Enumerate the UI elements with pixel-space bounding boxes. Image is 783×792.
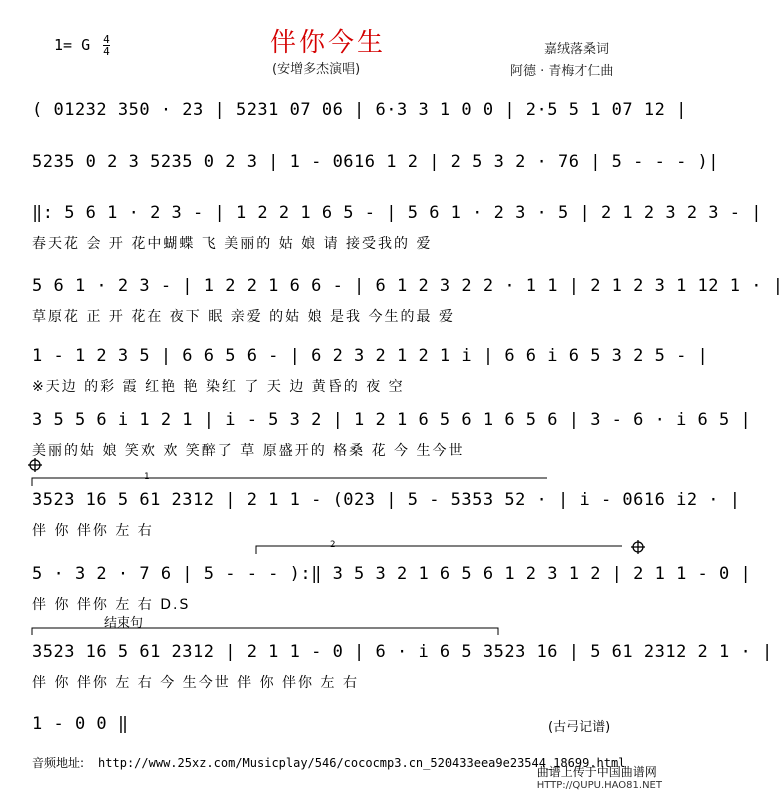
lyrics-line: 美丽的姑 娘 笑欢 欢 笑醉了 草 原盛开的 格桑 花 今 生今世 (32, 443, 465, 459)
notes-line: 5 6 1 · 2 3 - | 1 2 2 1 6 6 - | 6 1 2 3 2 2 · 1 1 | 2 1 2 3 1 12 1 · | (32, 276, 783, 296)
coda-icon (631, 540, 645, 554)
score-row-9 (32, 642, 773, 694)
time-signature-bottom: 4 (103, 45, 110, 58)
lyrics-line: 伴 你 伴你 左 右 D.S (32, 597, 191, 613)
volta-1-label: 1 (144, 472, 150, 482)
notes-line: 5 · 3 2 · 7 6 | 5 - - - ):‖ 3 5 3 2 1 6 5 6 1 2 3 1 2 | 2 1 1 - 0 | (32, 564, 752, 584)
lyrics-line: 伴 你 伴你 左 右 (32, 523, 154, 539)
watermark (537, 766, 662, 792)
lyrics-line: 伴 你 伴你 左 右 今 生今世 伴 你 伴你 左 右 (32, 675, 359, 691)
lyrics-line: ※天边 的彩 霞 红艳 艳 染红 了 天 边 黄昏的 夜 空 (32, 379, 405, 395)
watermark-line-1: 曲谱上传于中国曲谱网 (536, 765, 657, 779)
notes-line: 3 5 5 6 i 1 2 1 | i - 5 3 2 | 1 2 1 6 5 6 1 6 5 6 | 3 - 6 · i 6 5 | (32, 410, 752, 430)
lyricist-credit: 嘉绒落桑词 (544, 42, 610, 57)
lyrics-line: 草原花 正 开 花在 夜下 眠 亲爱 的姑 娘 是我 今生的最 爱 (32, 309, 455, 325)
ending-phrase-bracket (32, 626, 502, 636)
volta-2-label: 2 (330, 540, 336, 550)
score-row-5 (32, 346, 709, 398)
audio-address-label: 音频地址: (32, 756, 85, 770)
score-row-8 (32, 564, 752, 616)
coda-icon (28, 458, 42, 472)
key-signature (54, 34, 110, 57)
score-row-4 (32, 276, 783, 328)
notes-line: 3523 16 5 61 2312 | 2 1 1 - 0 | 6 · i 6 5 3523 16 | 5 61 2312 2 1 · | (32, 642, 773, 662)
lyrics-line: 春天花 会 开 花中蝴蝶 飞 美丽的 姑 娘 请 接受我的 爱 (32, 236, 433, 252)
volta-2-bracket (256, 542, 626, 556)
notes-line: 1 - 0 0 ‖ (32, 714, 129, 734)
transcriber-credit: (古弓记谱) (548, 720, 611, 735)
score-row-7 (32, 490, 741, 542)
score-row-1 (32, 100, 687, 140)
singer-credit: (安增多杰演唱) (272, 62, 361, 77)
volta-1-bracket (32, 474, 552, 488)
time-signature (103, 34, 110, 57)
notes-line: 3523 16 5 61 2312 | 2 1 1 - (023 | 5 - 5353 52 · | i - 0616 i2 · | (32, 490, 741, 510)
song-title: 伴你今生 (270, 28, 387, 58)
score-row-2 (32, 152, 720, 192)
notes-line: ( 01232 350 · 23 | 5231 07 06 | 6·3 3 1 0 0 | 2·5 5 1 07 12 | (32, 100, 687, 120)
notes-line: ‖: 5 6 1 · 2 3 - | 1 2 2 1 6 5 - | 5 6 1 · 2 3 · 5 | 2 1 2 3 2 3 - | (32, 203, 762, 223)
audio-url-link[interactable]: http://www.25xz.com/Musicplay/546/cococmp3.cn_520433eea9e23544_18699.html (98, 756, 626, 770)
composer-credit: 阿德 · 青梅才仁曲 (510, 64, 614, 79)
notes-line: 5235 0 2 3 5235 0 2 3 | 1 - 0616 1 2 | 2 5 3 2 · 76 | 5 - - - )| (32, 152, 720, 172)
time-signature-top: 4 (103, 33, 110, 46)
score-row-3 (32, 203, 762, 255)
ending-phrase-label: 结束句 (104, 616, 144, 631)
notes-line: 1 - 1 2 3 5 | 6 6 5 6 - | 6 2 3 2 1 2 1 i | 6 6 i 6 5 3 2 5 - | (32, 346, 709, 366)
watermark-line-2: HTTP://QUPU.HAO81.NET (536, 780, 662, 791)
key-label: 1= G (54, 36, 91, 54)
score-row-6 (32, 410, 752, 462)
